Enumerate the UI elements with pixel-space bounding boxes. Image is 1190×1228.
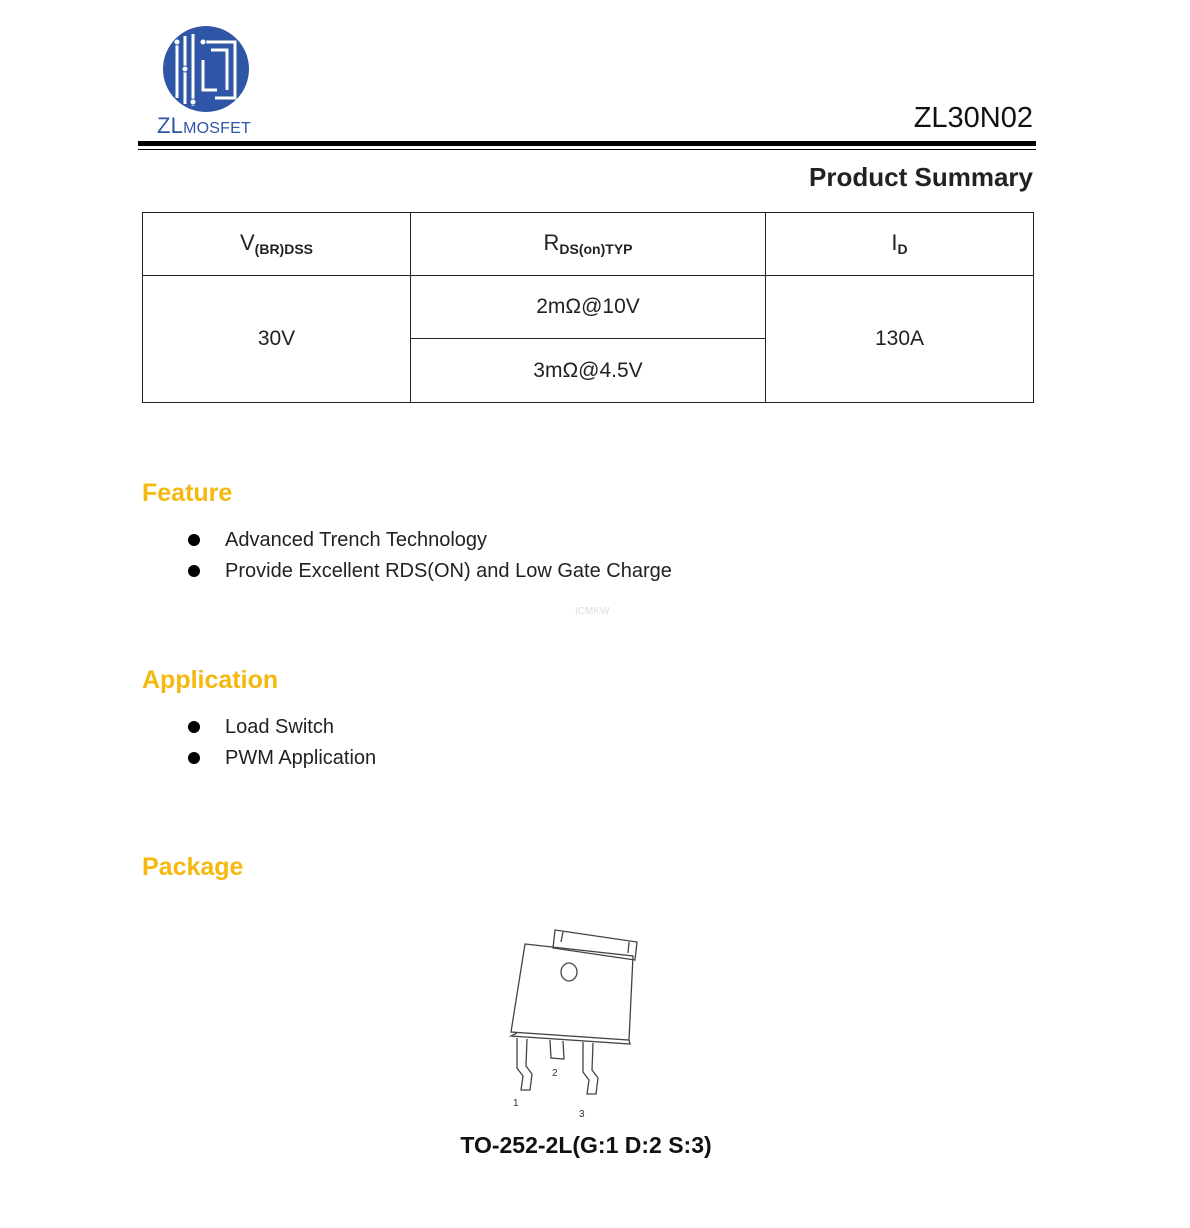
list-item (186, 712, 376, 743)
logo-wordmark (157, 113, 251, 139)
bullet-icon (188, 534, 200, 546)
header-rule-thick (138, 141, 1036, 146)
header-vbrdss-main: V (239, 230, 255, 256)
product-summary-title: Product Summary (809, 162, 1033, 192)
header-vbrdss-sub: (BR)DSS (254, 241, 314, 258)
part-number: ZL30N02 (913, 102, 1033, 134)
watermark: ICMKW (575, 606, 610, 617)
header-rule-thin (138, 149, 1036, 150)
application-list (186, 712, 376, 774)
header-id-sub: D (897, 241, 908, 258)
header-rdson (411, 213, 766, 276)
pin-1-label: 1 (513, 1098, 519, 1109)
cell-id: 130A (766, 275, 1034, 402)
application-heading: Application (142, 666, 279, 694)
list-item (186, 525, 672, 556)
pin-3-label: 3 (579, 1109, 585, 1120)
header-id-main: I (891, 230, 898, 256)
feature-list (186, 525, 672, 587)
bullet-icon (188, 565, 200, 577)
bullet-icon (188, 721, 200, 733)
table-row (143, 275, 1034, 339)
feature-item-text: Advanced Trench Technology (225, 529, 488, 551)
list-item (186, 743, 376, 774)
package-heading: Package (142, 853, 244, 881)
list-item (186, 556, 672, 587)
bullet-icon (188, 752, 200, 764)
application-item-text: PWM Application (225, 747, 377, 769)
header-rdson-sub: DS(on)TYP (559, 241, 633, 258)
to252-package-drawing (497, 928, 647, 1124)
table-header-row (143, 213, 1034, 276)
feature-item-text: Provide Excellent RDS(ON) and Low Gate Charge (225, 560, 672, 582)
product-summary-table (142, 212, 1034, 403)
header-vbrdss (143, 213, 411, 276)
pin-2-label: 2 (552, 1068, 558, 1079)
cell-vbrdss: 30V (143, 275, 411, 402)
cell-rdson-10v: 2mΩ@10V (411, 275, 766, 339)
cell-rdson-4-5v: 3mΩ@4.5V (411, 339, 766, 403)
logo-text-sub: MOSFET (183, 120, 251, 137)
feature-heading: Feature (142, 479, 233, 507)
header-id (766, 213, 1034, 276)
application-item-text: Load Switch (225, 716, 334, 738)
header-rdson-main: R (543, 230, 560, 256)
package-caption: TO-252-2L(G:1 D:2 S:3) (460, 1132, 712, 1158)
logo-text-main: ZL (157, 113, 184, 138)
